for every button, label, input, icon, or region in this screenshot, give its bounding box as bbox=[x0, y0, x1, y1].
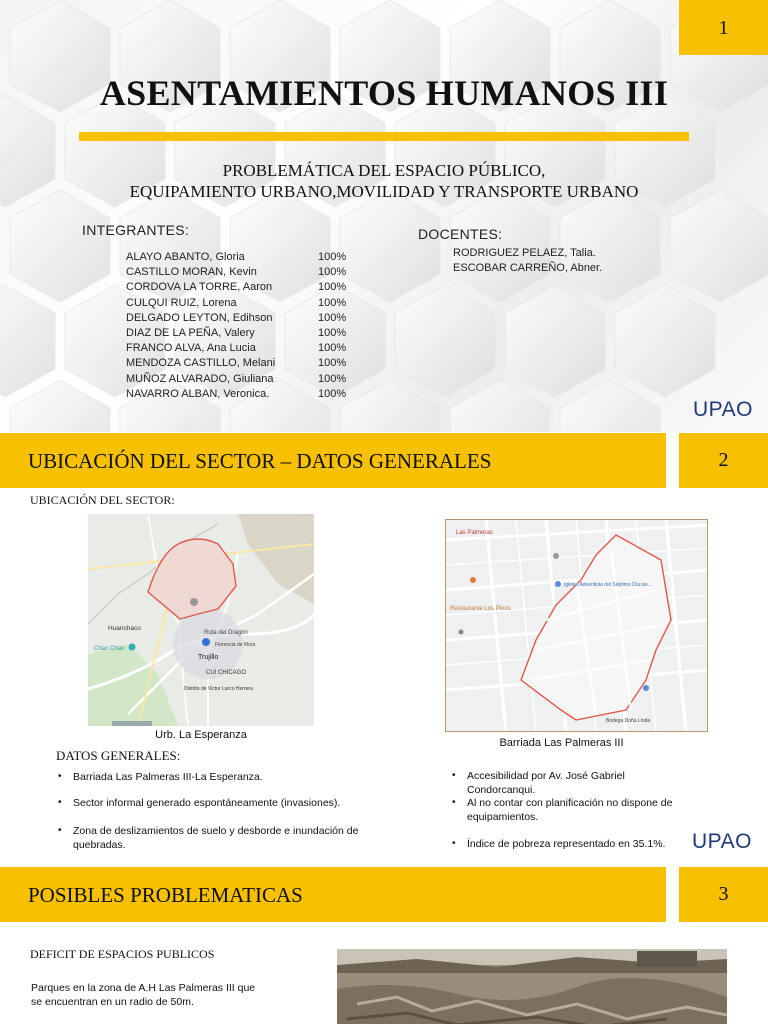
member-name: CULQUI RUIZ, Lorena bbox=[126, 296, 237, 309]
slide-number: 1 bbox=[718, 17, 729, 39]
member-name: DELGADO LEYTON, Edihson bbox=[126, 311, 273, 324]
map-label-iglesia: Iglesia Adventista del Séptimo Día las... bbox=[564, 582, 652, 588]
member-name: MENDOZA CASTILLO, Melani bbox=[126, 357, 276, 370]
member-row bbox=[110, 296, 347, 312]
slide-3 bbox=[0, 864, 768, 1024]
member-row bbox=[110, 372, 347, 388]
member-name: DIAZ DE LA PEÑA, Valery bbox=[126, 327, 255, 339]
data-bullet-item bbox=[58, 796, 393, 810]
member-percentage: 100% bbox=[318, 342, 347, 355]
map-label-trujillo: Trujillo bbox=[198, 654, 219, 661]
member-name: FRANCO ALVA, Ana Lucia bbox=[126, 342, 256, 355]
title-underline-bar bbox=[79, 132, 689, 141]
member-row bbox=[110, 327, 347, 342]
upao-logo: UPAO bbox=[693, 398, 753, 421]
integrantes-heading: INTEGRANTES: bbox=[82, 222, 190, 238]
slide-number: 2 bbox=[718, 449, 729, 471]
slide-2 bbox=[0, 432, 768, 864]
docentes-heading: DOCENTES: bbox=[418, 226, 503, 242]
bullet-text: Parques en la zona de A.H Las Palmeras III que se encuentran en un radio de 50m. bbox=[31, 982, 256, 1008]
data-bullet-item bbox=[452, 769, 692, 797]
data-bullet-item bbox=[452, 837, 692, 851]
bullet-glyph: • bbox=[452, 770, 456, 781]
map-label-victor: Distrito de Victor Larco Herrera bbox=[184, 686, 253, 692]
docente-row bbox=[437, 262, 602, 274]
bullet-glyph: • bbox=[58, 825, 62, 836]
map-urb-la-esperanza bbox=[88, 514, 314, 726]
member-percentage: 100% bbox=[318, 251, 347, 263]
data-bullet-item bbox=[452, 796, 692, 824]
bullet-text: Zona de deslizamientos de suelo y desborde e inundación de quebradas. bbox=[73, 825, 359, 851]
map-label-cui: CUI CHICAGO bbox=[206, 670, 247, 676]
map-label-bodega: Bodega Doña Linda bbox=[606, 718, 651, 724]
page-title: ASENTAMIENTOS HUMANOS III bbox=[99, 73, 669, 113]
datos-generales-heading: DATOS GENERALES: bbox=[56, 748, 181, 763]
member-row bbox=[110, 251, 347, 266]
member-name: CORDOVA LA TORRE, Aaron bbox=[126, 281, 273, 294]
map-label-palmeras: Las Palmeras bbox=[456, 530, 493, 536]
subtitle-line-2: EQUIPAMIENTO URBANO,MOVILIDAD Y TRANSPORTE URBANO bbox=[129, 182, 639, 201]
photo-informal-settlement bbox=[337, 949, 727, 1024]
member-row bbox=[110, 342, 347, 357]
slide-number-box bbox=[679, 867, 768, 922]
map-label-huanchaco: Huanchaco bbox=[108, 625, 141, 632]
bullet-glyph: • bbox=[58, 771, 62, 782]
member-row bbox=[110, 311, 347, 327]
slide-title: POSIBLES PROBLEMATICAS bbox=[28, 883, 303, 907]
map-barriada-las-palmeras bbox=[445, 519, 708, 732]
map-label-florencia: Florencia de Mora bbox=[215, 642, 256, 648]
map-left-caption: Urb. La Esperanza bbox=[155, 729, 247, 741]
member-percentage: 100% bbox=[318, 266, 347, 279]
member-percentage: 100% bbox=[318, 296, 347, 309]
member-name: NAVARRO ALBAN, Veronica. bbox=[126, 387, 270, 400]
bullet-text: Al no contar con planificación no dispone de equipamientos. bbox=[467, 797, 673, 823]
map-label-restaurante: Restaurante Los Pinos bbox=[450, 606, 511, 612]
bullet-text: Índice de pobreza representado en 35.1%. bbox=[467, 838, 666, 850]
slide-number-box bbox=[679, 0, 768, 55]
member-percentage: 100% bbox=[318, 311, 347, 324]
map-right-caption: Barriada Las Palmeras III bbox=[499, 737, 624, 749]
member-percentage: 100% bbox=[318, 387, 347, 400]
bullet-glyph: • bbox=[58, 797, 62, 808]
slide-title: UBICACIÓN DEL SECTOR – DATOS GENERALES bbox=[28, 449, 492, 473]
bullet-glyph: • bbox=[452, 797, 456, 808]
member-name: MUÑOZ ALVARADO, Giuliana bbox=[126, 372, 274, 385]
member-row bbox=[110, 357, 347, 372]
data-bullet-item bbox=[58, 824, 393, 852]
docente-name: RODRIGUEZ PELAEZ, Talia. bbox=[453, 247, 596, 259]
member-name: ALAYO ABANTO, Gloria bbox=[126, 251, 245, 263]
subtitle-line-1: PROBLEMÁTICA DEL ESPACIO PÚBLICO, bbox=[222, 161, 546, 180]
slide-number-box bbox=[679, 433, 768, 488]
bullet-text: Barriada Las Palmeras III-La Esperanza. bbox=[73, 771, 263, 783]
bullet-glyph: • bbox=[452, 838, 456, 849]
slide-number: 3 bbox=[718, 883, 729, 905]
bullet-text: Accesibilidad por Av. José Gabriel Condorcanqui. bbox=[467, 770, 625, 796]
member-percentage: 100% bbox=[318, 281, 347, 294]
member-row bbox=[110, 281, 347, 296]
member-percentage: 100% bbox=[318, 372, 347, 385]
docente-row bbox=[437, 247, 596, 259]
upao-logo: UPAO bbox=[692, 830, 752, 853]
bullet-text: Sector informal generado espontáneamente (invasiones). bbox=[73, 797, 341, 809]
member-name: CASTILLO MORAN, Kevin bbox=[126, 266, 257, 279]
section-label: DEFICIT DE ESPACIOS PUBLICOS bbox=[30, 947, 215, 961]
data-bullet-item bbox=[58, 770, 393, 784]
docente-name: ESCOBAR CARREÑO, Abner. bbox=[453, 262, 603, 275]
slide-1 bbox=[0, 0, 768, 432]
section-label: UBICACIÓN DEL SECTOR: bbox=[30, 493, 175, 507]
member-row bbox=[110, 387, 347, 403]
member-percentage: 100% bbox=[318, 327, 347, 339]
map-label-ruta: Ruta del Dragón bbox=[204, 630, 248, 636]
member-percentage: 100% bbox=[318, 357, 347, 370]
member-row bbox=[110, 266, 347, 281]
map-label-chanchan: Chan Chan bbox=[94, 646, 125, 652]
